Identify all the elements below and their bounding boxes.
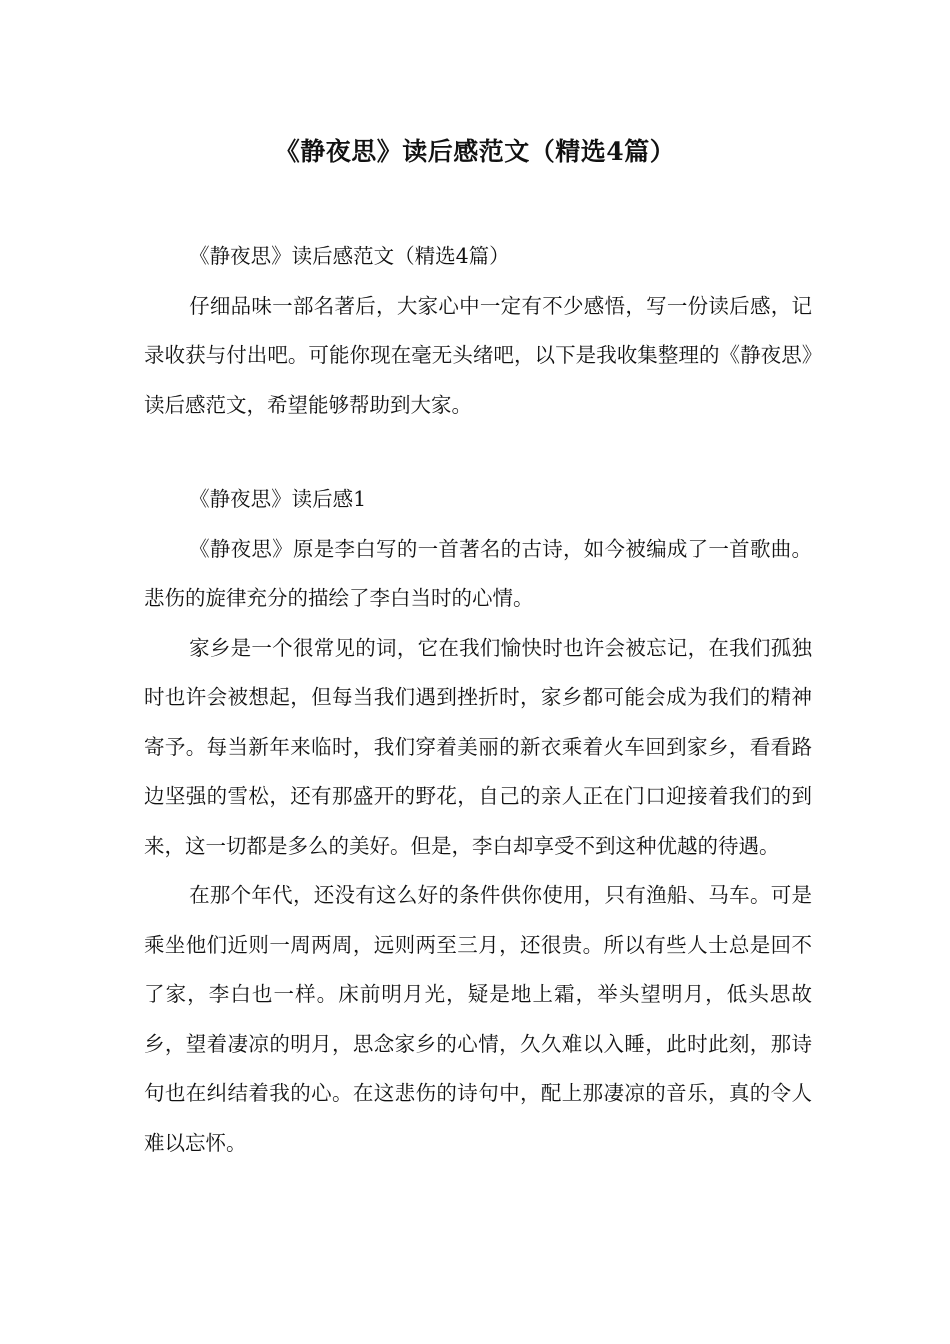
body-paragraph: 《静夜思》原是李白写的一首著名的古诗，如今被编成了一首歌曲。悲伤的旋律充分的描绘了李白当时的心情。 (144, 536, 812, 610)
section-spacer (144, 430, 812, 475)
document-body (144, 232, 812, 1168)
body-paragraph: 在那个年代，还没有这么好的条件供你使用，只有渔船、马车。可是乘坐他们近则一周两周，远则两至三月，还很贵。所以有些人士总是回不了家，李白也一样。床前明月光，疑是地上霜，举头望明月，低头思故乡，望着凄凉的明月，思念家乡的心情，久久难以入睡，此时此刻，那诗句也在纠结着我的心。在这悲伤的诗句中，配上那凄凉的音乐，真的令人难以忘怀。 (144, 883, 812, 1155)
section-heading: 《静夜思》读后感1 (189, 487, 367, 511)
intro-paragraph: 仔细品味一部名著后，大家心中一定有不少感悟，写一份读后感，记录收获与付出吧。可能你现在毫无头绪吧，以下是我收集整理的《静夜思》读后感范文，希望能够帮助到大家。 (144, 293, 812, 417)
document-title: 《静夜思》读后感范文（精选4篇） (274, 137, 676, 166)
body-paragraph: 家乡是一个很常见的词，它在我们愉快时也许会被忘记，在我们孤独时也许会被想起，但每当我们遇到挫折时，家乡都可能会成为我们的精神寄予。每当新年来临时，我们穿着美丽的新衣乘着火车回到家乡，看看路边坚强的雪松，还有那盛开的野花，自己的亲人正在门口迎接着我们的到来，这一切都是多么的美好。但是，李白却享受不到这种优越的待遇。 (144, 635, 812, 858)
intro-heading: 《静夜思》读后感范文（精选4篇） (189, 244, 510, 268)
